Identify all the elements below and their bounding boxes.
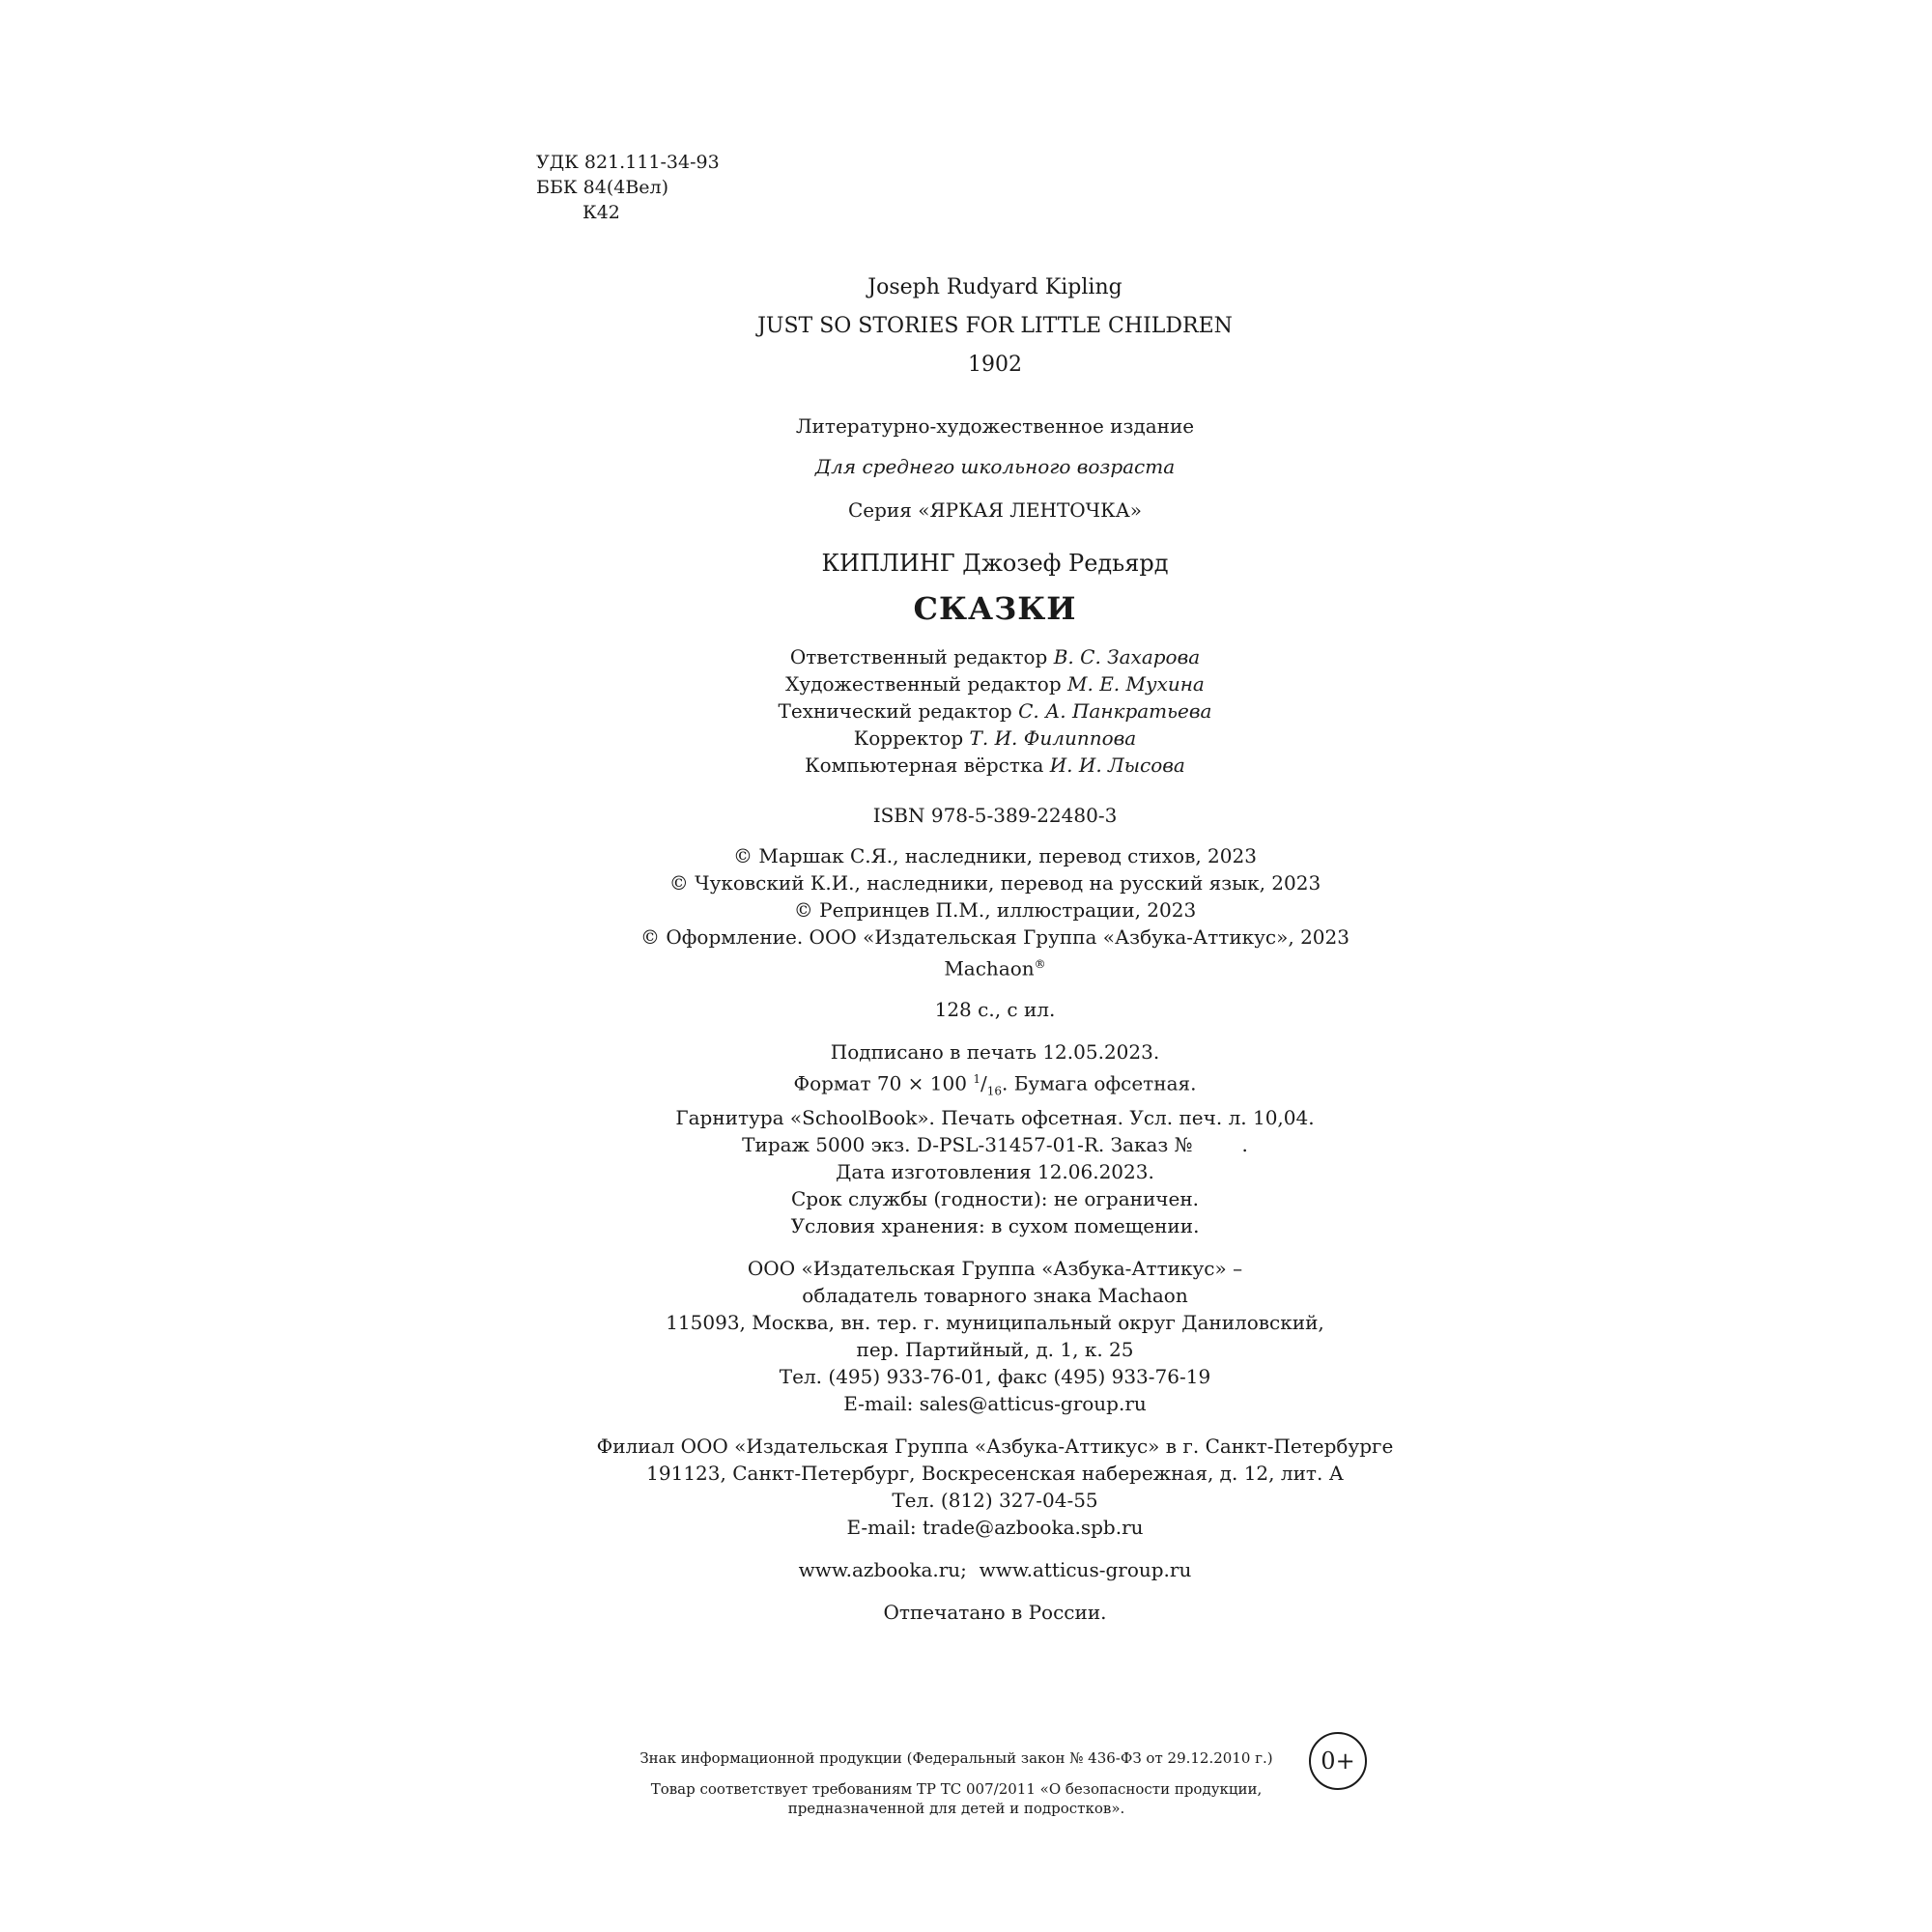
edition-type: Литературно-художественное издание: [795, 414, 1195, 438]
age-group: Для среднего школьного возраста: [814, 455, 1176, 478]
page-count: 128 с., с ил.: [934, 997, 1056, 1021]
classification-block: [536, 150, 720, 225]
branch-line: 191123, Санкт-Петербург, Воскресенская набережная, д. 12, лит. А: [646, 1462, 1344, 1486]
publisher-email: E-mail: sales@atticus-group.ru: [843, 1392, 1147, 1416]
book-author: КИПЛИНГ Джозеф Редьярд: [821, 550, 1169, 577]
branch-line: Филиал ООО «Издательская Группа «Азбука-Аттикус» в г. Санкт-Петербурге: [596, 1435, 1394, 1459]
compliance-line: Товар соответствует требованиям ТР ТС 007/2011 «О безопасности продукции,: [650, 1780, 1263, 1798]
udk-code: УДК 821.111-34-93: [536, 152, 720, 173]
copyright-line: © Чуковский К.И., наследники, перевод на русский язык, 2023: [668, 871, 1321, 895]
credit-line: Компьютерная вёрстка И. И. Лысова: [805, 753, 1185, 777]
credit-line: Ответственный редактор В. С. Захарова: [789, 645, 1201, 668]
print-run: Тираж 5000 экз. D-PSL-31457-01-R. Заказ № .: [742, 1133, 1248, 1157]
typeface-line: Гарнитура «SchoolBook». Печать офсетная. Усл. печ. л. 10,04.: [675, 1106, 1315, 1130]
publisher-line: Тел. (495) 933-76-01, факс (495) 933-76-19: [779, 1365, 1211, 1389]
websites: www.azbooka.ru; www.atticus-group.ru: [798, 1558, 1192, 1582]
copyright-line: Machaon®: [944, 956, 1046, 980]
age-rating-badge: [1309, 1732, 1367, 1790]
publisher-line: пер. Партийный, д. 1, к. 25: [856, 1338, 1134, 1362]
storage-conditions: Условия хранения: в сухом помещении.: [790, 1214, 1200, 1238]
copyright-block: [464, 842, 1526, 982]
original-title: JUST SO STORIES FOR LITTLE CHILDREN: [757, 314, 1233, 338]
printed-in: Отпечатано в России.: [883, 1601, 1107, 1625]
original-author: Joseph Rudyard Kipling: [867, 275, 1122, 299]
publisher-line: 115093, Москва, вн. тер. г. муниципальный округ Даниловский,: [666, 1311, 1324, 1335]
credit-line: Технический редактор С. А. Панкратьева: [778, 699, 1212, 723]
branch-block: [464, 1433, 1526, 1541]
compliance-line: предназначенной для детей и подростков».: [787, 1800, 1125, 1817]
registered-mark: ®: [1034, 957, 1046, 971]
isbn: ISBN 978-5-389-22480-3: [872, 804, 1118, 827]
main-imprint: [464, 269, 1526, 1626]
copyright-line: © Репринцев П.М., иллюстрации, 2023: [793, 898, 1197, 922]
book-title: СКАЗКИ: [913, 590, 1077, 627]
publisher-line: обладатель товарного знака Machaon: [802, 1284, 1188, 1308]
series-name: Серия «ЯРКАЯ ЛЕНТОЧКА»: [847, 498, 1142, 522]
manufacture-date: Дата изготовления 12.06.2023.: [836, 1160, 1154, 1184]
signed-date: Подписано в печать 12.05.2023.: [830, 1039, 1160, 1064]
branch-line: Тел. (812) 327-04-55: [892, 1489, 1098, 1513]
legal-block: [541, 1748, 1372, 1818]
service-life: Срок службы (годности): не ограничен.: [790, 1187, 1200, 1211]
author-mark: К42: [582, 202, 620, 223]
info-sign-note: Знак информационной продукции (Федеральный закон № 436-ФЗ от 29.12.2010 г.): [639, 1749, 1273, 1767]
publisher-block: [464, 1255, 1526, 1417]
print-details: [464, 1038, 1526, 1240]
credits-list: [464, 643, 1526, 779]
credit-line: Художественный редактор М. Е. Мухина: [785, 672, 1205, 696]
original-year: 1902: [968, 353, 1022, 377]
branch-email: E-mail: trade@azbooka.spb.ru: [846, 1516, 1144, 1540]
bbk-code: ББК 84(4Вел): [536, 177, 669, 198]
copyright-line: © Оформление. ООО «Издательская Группа «Азбука-Аттикус», 2023: [640, 925, 1350, 949]
paper-format: Формат 70 × 100 $^1/_{16}$. Бумага офсетная.: [793, 1071, 1197, 1098]
publisher-line: ООО «Издательская Группа «Азбука-Аттикус» –: [747, 1257, 1243, 1281]
age-rating-label: 0+: [1321, 1747, 1355, 1775]
copyright-line: © Маршак С.Я., наследники, перевод стихов, 2023: [733, 844, 1257, 867]
credit-line: Корректор Т. И. Филиппова: [853, 726, 1137, 750]
